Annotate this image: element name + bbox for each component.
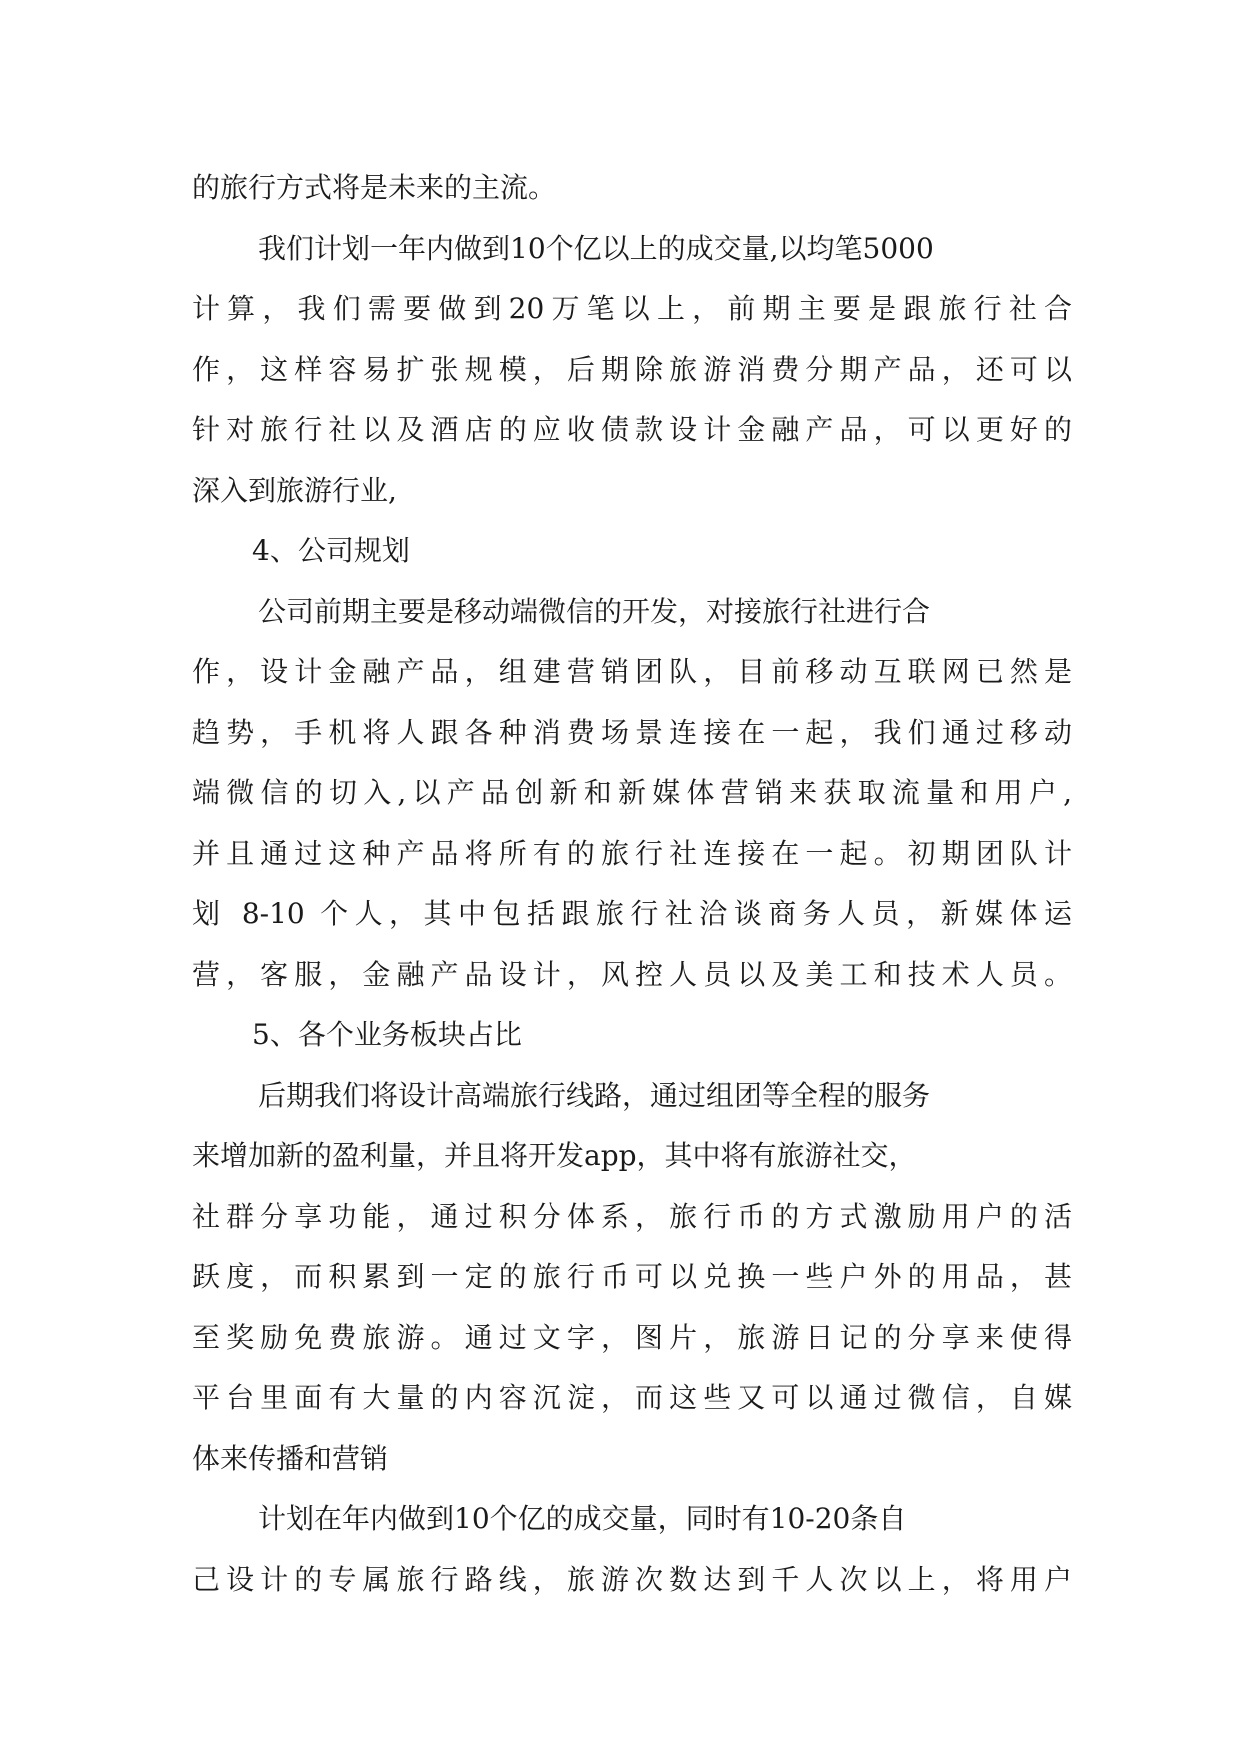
text-line: 针对旅行社以及酒店的应收债款设计金融产品，可以更好的 xyxy=(192,413,1072,446)
text-line: 作，设计金融产品，组建营销团队，目前移动互联网已然是 xyxy=(192,655,1072,688)
document-body xyxy=(192,158,1072,1610)
text-line: 深入到旅游行业, xyxy=(192,473,397,507)
paragraph-first-line: 计划在年内做到10个亿的成交量，同时有10-20条自 xyxy=(258,1502,907,1535)
text-line: 的旅行方式将是未来的主流。 xyxy=(192,171,557,204)
text-line: 划 8-10 个人，其中包括跟旅行社洽谈商务人员，新媒体运 xyxy=(192,897,1072,930)
section-heading: 5、各个业务板块占比 xyxy=(252,1018,522,1051)
text-line: 平台里面有大量的内容沉淀，而这些又可以通过微信，自媒 xyxy=(192,1381,1072,1414)
text-line: 社群分享功能，通过积分体系，旅行币的方式激励用户的活 xyxy=(192,1199,1072,1233)
section-heading: 4、公司规划 xyxy=(252,534,410,567)
paragraph-first-line: 公司前期主要是移动端微信的开发，对接旅行社进行合 xyxy=(258,594,931,628)
text-line: 营，客服，金融产品设计，风控人员以及美工和技术人员。 xyxy=(192,957,1072,991)
text-line: 作，这样容易扩张规模，后期除旅游消费分期产品，还可以 xyxy=(192,352,1072,386)
text-line: 体来传播和营销 xyxy=(192,1441,389,1475)
text-line: 并且通过这种产品将所有的旅行社连接在一起。初期团队计 xyxy=(192,836,1072,870)
text-line: 趋势，手机将人跟各种消费场景连接在一起，我们通过移动 xyxy=(192,715,1072,749)
text-line: 至奖励免费旅游。通过文字，图片，旅游日记的分享来使得 xyxy=(192,1320,1072,1354)
paragraph-first-line: 后期我们将设计高端旅行线路，通过组团等全程的服务 xyxy=(258,1078,931,1112)
text-line: 端微信的切入,以产品创新和新媒体营销来获取流量和用户, xyxy=(192,776,1072,809)
text-line: 己设计的专属旅行路线，旅游次数达到千人次以上，将用户 xyxy=(192,1562,1072,1596)
paragraph-first-line: 我们计划一年内做到10个亿以上的成交量,以均笔5000 xyxy=(258,231,934,265)
text-line: 计算，我们需要做到20万笔以上，前期主要是跟旅行社合 xyxy=(192,292,1072,325)
text-line: 来增加新的盈利量，并且将开发app，其中将有旅游社交， xyxy=(192,1139,917,1172)
text-line: 跃度，而积累到一定的旅行币可以兑换一些户外的用品，甚 xyxy=(192,1260,1072,1293)
